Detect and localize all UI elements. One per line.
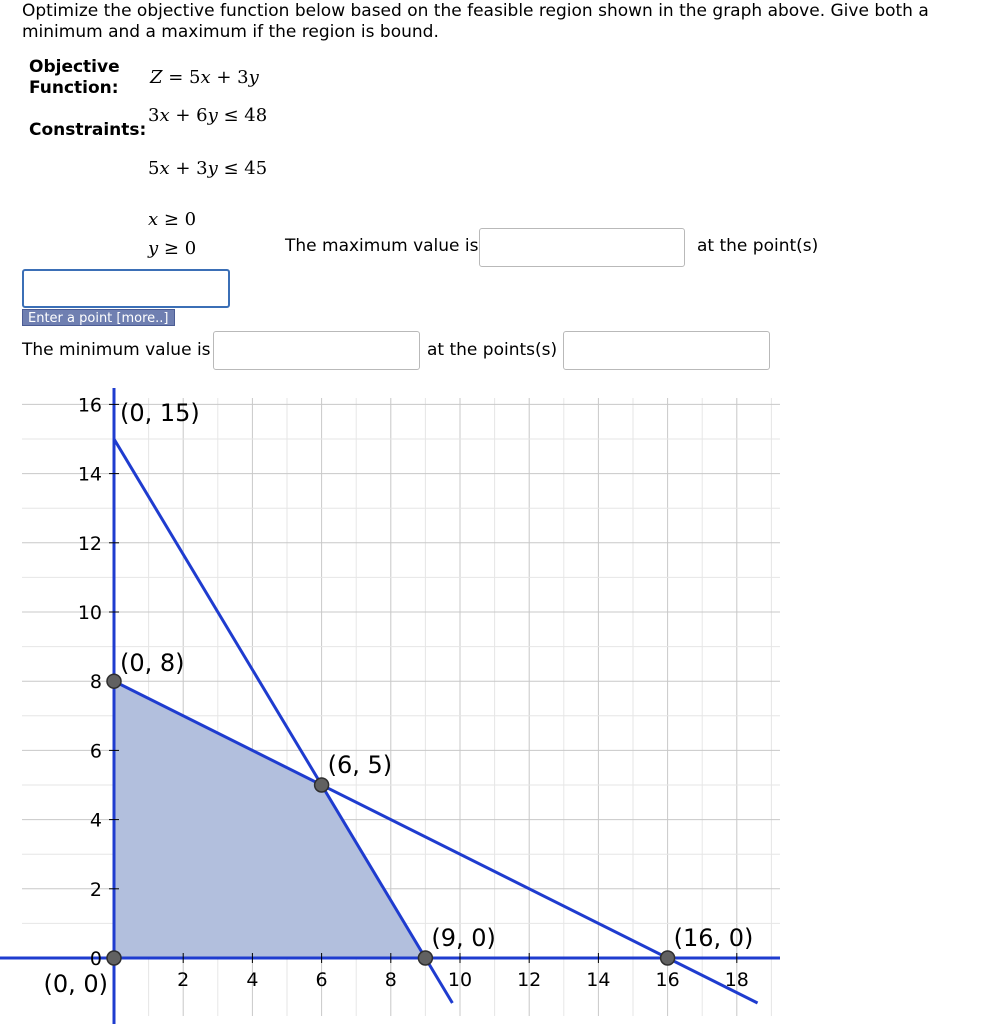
vertex-label: (9, 0) — [431, 924, 496, 952]
x-tick-label: 4 — [246, 969, 259, 991]
y-tick-label: 4 — [89, 809, 102, 832]
x-tick-label: 18 — [724, 969, 749, 991]
y-tick-label: 6 — [89, 740, 102, 763]
max-value-input[interactable] — [479, 228, 685, 267]
vertex-label: (0, 0) — [43, 970, 108, 998]
constraint-1 — [148, 105, 267, 127]
c1-x: x — [159, 105, 170, 126]
x-tick-label: 14 — [586, 969, 611, 991]
max-value-prefix: The maximum value is — [285, 236, 479, 256]
c2-y: y — [207, 158, 218, 179]
x-tick-label: 16 — [655, 969, 680, 991]
constraints-label: Constraints: — [29, 120, 147, 140]
origin-tick-label: 0 — [89, 948, 102, 970]
x-var: x — [200, 67, 211, 88]
min-value-prefix: The minimum value is — [22, 340, 211, 360]
x-tick-label: 12 — [517, 969, 542, 991]
c1-coef2: + 6 — [169, 105, 208, 126]
c2-coef: 5 — [148, 158, 160, 179]
c3-x: x — [148, 209, 159, 230]
feasible-region-graph — [0, 380, 990, 1024]
c2-x: x — [159, 158, 170, 179]
constraint-2 — [148, 158, 267, 180]
c2-rel: ≤ 45 — [217, 158, 268, 179]
vertex-marker — [315, 778, 329, 792]
y-coef: + 3 — [210, 67, 249, 88]
vertex-marker — [107, 951, 121, 965]
y-tick-label: 12 — [77, 532, 102, 555]
vertex-label: (0, 8) — [120, 649, 185, 678]
constraint-4 — [148, 238, 196, 260]
c1-coef: 3 — [148, 105, 160, 126]
c3-rel: ≥ 0 — [158, 209, 197, 230]
y-tick-label: 8 — [89, 671, 102, 694]
vertex-marker — [418, 951, 432, 965]
z-coef: = 5 — [162, 67, 201, 88]
c1-y: y — [207, 105, 218, 126]
x-tick-label: 2 — [177, 969, 190, 991]
objective-function — [150, 67, 259, 89]
max-point-input[interactable] — [22, 269, 230, 308]
question-text: Optimize the objective function below based on the feasible region shown in the graph above. Give both a minimum and a maximum if the region is bound. — [22, 1, 929, 42]
c2-coef2: + 3 — [169, 158, 208, 179]
vertex-marker — [661, 951, 675, 965]
objective-label-line2: Function: — [29, 78, 119, 98]
enter-point-more-button[interactable]: Enter a point [more..] — [22, 309, 175, 326]
z-var: Z — [150, 67, 163, 88]
min-points-label: at the points(s) — [427, 340, 558, 360]
min-value-input[interactable] — [213, 331, 420, 370]
min-points-input[interactable] — [563, 331, 770, 370]
vertex-label: (16, 0) — [673, 924, 754, 952]
objective-label-line1: Objective — [29, 57, 120, 77]
x-tick-label: 6 — [315, 969, 328, 991]
c4-rel: ≥ 0 — [158, 238, 197, 259]
y-tick-label: 10 — [77, 602, 102, 624]
y-tick-label: 14 — [77, 463, 102, 486]
vertex-label: (6, 5) — [327, 751, 393, 779]
c1-rel: ≤ 48 — [217, 105, 268, 126]
x-tick-label: 8 — [384, 969, 397, 991]
y-var: y — [248, 67, 259, 88]
c4-y: y — [148, 238, 159, 259]
y-tick-label: 2 — [89, 878, 102, 901]
constraint-3 — [148, 209, 196, 231]
vertex-label: (0, 15) — [120, 399, 200, 427]
vertex-marker — [107, 674, 121, 688]
y-tick-label: 16 — [77, 394, 102, 417]
max-points-label: at the point(s) — [697, 236, 819, 256]
x-tick-label: 10 — [447, 969, 473, 991]
